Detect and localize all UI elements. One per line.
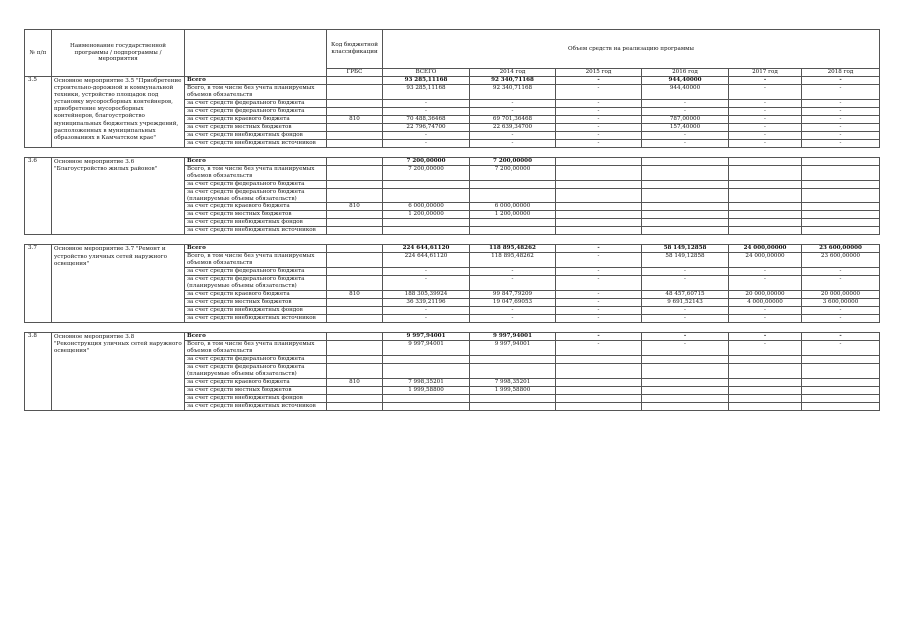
section-gap-cell [25, 147, 880, 157]
value-cell-y2015 [556, 402, 642, 410]
value-cell-y2017: - [729, 341, 802, 356]
value-cell-y2014: 7 200,00000 [470, 165, 556, 180]
funding-source-label: за счет средств краевого бюджета [185, 203, 327, 211]
value-cell-y2018 [802, 203, 880, 211]
funding-source-label: за счет средств внебюджетных источников [185, 402, 327, 410]
section-gap [25, 147, 880, 157]
value-cell-y2017: - [729, 139, 802, 147]
value-cell-y2014 [470, 394, 556, 402]
value-cell-y2015: - [556, 245, 642, 253]
value-cell-y2014: 92 340,71168 [470, 85, 556, 100]
value-cell-y2016: - [642, 99, 729, 107]
value-cell-y2016 [642, 157, 729, 165]
table-row [25, 245, 880, 253]
header-program-volume: Объем средств на реализацию программы [383, 30, 880, 69]
value-cell-y2017 [729, 402, 802, 410]
value-cell-y2017 [729, 211, 802, 219]
grbs-code-cell [327, 99, 383, 107]
value-cell-y2016: 944,40000 [642, 77, 729, 85]
value-cell-y2014: 19 047,69053 [470, 299, 556, 307]
value-cell-y2018: - [802, 123, 880, 131]
value-cell-y2016: - [642, 276, 729, 291]
value-cell-y2016 [642, 402, 729, 410]
value-cell-y2016: - [642, 341, 729, 356]
value-cell-y2015: - [556, 299, 642, 307]
grbs-code-cell [327, 77, 383, 85]
grbs-code-cell [327, 355, 383, 363]
value-cell-y2017: 24 000,00000 [729, 245, 802, 253]
value-cell-total: 93 285,11168 [383, 85, 470, 100]
value-cell-y2014: 9 997,94001 [470, 341, 556, 356]
value-cell-y2018: - [802, 115, 880, 123]
funding-source-label: Всего, в том числе без учета планируемых объемов обязательств [185, 253, 327, 268]
grbs-code-cell [327, 341, 383, 356]
grbs-code-cell [327, 139, 383, 147]
value-cell-y2018 [802, 227, 880, 235]
value-cell-total: - [383, 276, 470, 291]
table-row [25, 333, 880, 341]
funding-source-label: Всего [185, 333, 327, 341]
value-cell-y2018: 23 600,00000 [802, 245, 880, 253]
funding-source-label: за счет средств внебюджетных источников [185, 315, 327, 323]
table-row [25, 157, 880, 165]
value-cell-y2018 [802, 363, 880, 378]
grbs-code-cell [327, 268, 383, 276]
funding-source-label: Всего, в том числе без учета планируемых объемов обязательств [185, 341, 327, 356]
value-cell-y2014: 6 000,00000 [470, 203, 556, 211]
value-cell-y2017: - [729, 333, 802, 341]
value-cell-y2017: - [729, 276, 802, 291]
value-cell-y2016: - [642, 307, 729, 315]
grbs-code-cell [327, 307, 383, 315]
grbs-code-cell [327, 219, 383, 227]
value-cell-y2017: - [729, 77, 802, 85]
value-cell-y2017: - [729, 107, 802, 115]
value-cell-y2014: 1 200,00000 [470, 211, 556, 219]
value-cell-y2015 [556, 378, 642, 386]
value-cell-y2016 [642, 363, 729, 378]
funding-source-label: за счет средств краевого бюджета [185, 115, 327, 123]
value-cell-y2017: - [729, 307, 802, 315]
section-gap-cell [25, 323, 880, 333]
value-cell-y2015: - [556, 307, 642, 315]
value-cell-y2016 [642, 165, 729, 180]
value-cell-y2018 [802, 165, 880, 180]
value-cell-y2017: - [729, 115, 802, 123]
value-cell-y2014 [470, 227, 556, 235]
value-cell-y2017 [729, 203, 802, 211]
value-cell-y2018: - [802, 333, 880, 341]
value-cell-total [383, 402, 470, 410]
value-cell-y2016: 787,00000 [642, 115, 729, 123]
value-cell-y2015: - [556, 85, 642, 100]
value-cell-total [383, 188, 470, 203]
value-cell-y2017 [729, 378, 802, 386]
value-cell-y2017 [729, 165, 802, 180]
value-cell-y2018: - [802, 85, 880, 100]
value-cell-total: 224 644,61120 [383, 253, 470, 268]
grbs-code-cell [327, 165, 383, 180]
value-cell-total: - [383, 107, 470, 115]
value-cell-total [383, 180, 470, 188]
header-name: Наименование государственной программы / подпрограммы / мероприятия [52, 30, 185, 77]
value-cell-y2016 [642, 394, 729, 402]
section-number: 3.6 [25, 157, 52, 235]
funding-table [24, 29, 880, 411]
value-cell-y2014 [470, 188, 556, 203]
grbs-code-cell [327, 299, 383, 307]
grbs-code-cell [327, 253, 383, 268]
value-cell-y2016: 48 457,60715 [642, 291, 729, 299]
value-cell-y2018 [802, 355, 880, 363]
value-cell-y2014: 99 847,79209 [470, 291, 556, 299]
value-cell-y2015: - [556, 139, 642, 147]
funding-source-label: за счет средств местных бюджетов [185, 211, 327, 219]
value-cell-total [383, 355, 470, 363]
grbs-code-cell [327, 180, 383, 188]
value-cell-y2016 [642, 180, 729, 188]
value-cell-y2018: - [802, 77, 880, 85]
value-cell-y2017: - [729, 131, 802, 139]
value-cell-y2018 [802, 386, 880, 394]
value-cell-y2018 [802, 402, 880, 410]
value-cell-y2014: - [470, 315, 556, 323]
value-cell-y2017 [729, 386, 802, 394]
value-cell-y2017 [729, 219, 802, 227]
grbs-code-cell [327, 386, 383, 394]
value-cell-y2018: - [802, 276, 880, 291]
grbs-code-cell [327, 402, 383, 410]
funding-source-label: за счет средств федерального бюджета (планируемые объемы обязательств) [185, 276, 327, 291]
funding-source-label: за счет средств внебюджетных фондов [185, 307, 327, 315]
funding-source-label: за счет средств внебюджетных фондов [185, 131, 327, 139]
value-cell-y2015 [556, 386, 642, 394]
value-cell-total: 224 644,61120 [383, 245, 470, 253]
value-cell-total: 9 997,94001 [383, 333, 470, 341]
value-cell-y2016: 58 149,12858 [642, 245, 729, 253]
value-cell-y2014: 92 340,71168 [470, 77, 556, 85]
value-cell-y2014: - [470, 131, 556, 139]
value-cell-y2014 [470, 219, 556, 227]
value-cell-total: 36 339,21196 [383, 299, 470, 307]
value-cell-y2018: - [802, 99, 880, 107]
header-total: ВСЕГО [383, 69, 470, 77]
value-cell-y2018 [802, 157, 880, 165]
value-cell-y2014 [470, 363, 556, 378]
value-cell-y2016: - [642, 139, 729, 147]
funding-source-label: за счет средств внебюджетных источников [185, 139, 327, 147]
value-cell-y2014: 7 200,00000 [470, 157, 556, 165]
value-cell-y2018: 23 600,00000 [802, 253, 880, 268]
grbs-code-cell [327, 131, 383, 139]
value-cell-y2015: - [556, 107, 642, 115]
value-cell-y2017 [729, 355, 802, 363]
value-cell-y2016 [642, 188, 729, 203]
value-cell-y2014: - [470, 107, 556, 115]
value-cell-y2016: - [642, 315, 729, 323]
section-gap [25, 235, 880, 245]
funding-source-label: за счет средств федерального бюджета [185, 107, 327, 115]
grbs-code-cell [327, 85, 383, 100]
value-cell-y2014 [470, 402, 556, 410]
value-cell-y2016 [642, 355, 729, 363]
funding-source-label: за счет средств местных бюджетов [185, 299, 327, 307]
section-number: 3.8 [25, 333, 52, 411]
value-cell-total: 188 305,39924 [383, 291, 470, 299]
grbs-code-cell [327, 107, 383, 115]
value-cell-total: - [383, 131, 470, 139]
value-cell-y2017: 20 000,00000 [729, 291, 802, 299]
header-number: № п/п [25, 30, 52, 77]
grbs-code-cell [327, 394, 383, 402]
funding-source-label: за счет средств местных бюджетов [185, 123, 327, 131]
value-cell-y2016: 944,40000 [642, 85, 729, 100]
header-2014: 2014 год [470, 69, 556, 77]
value-cell-y2015: - [556, 333, 642, 341]
value-cell-total: 93 285,11168 [383, 77, 470, 85]
funding-source-label: за счет средств федерального бюджета [185, 355, 327, 363]
value-cell-y2018 [802, 211, 880, 219]
value-cell-y2017 [729, 394, 802, 402]
grbs-code-cell [327, 245, 383, 253]
value-cell-y2017 [729, 227, 802, 235]
value-cell-y2016: 9 691,52143 [642, 299, 729, 307]
value-cell-y2015: - [556, 341, 642, 356]
header-source-blank [185, 30, 327, 77]
value-cell-y2018: 3 600,00000 [802, 299, 880, 307]
funding-source-label: за счет средств местных бюджетов [185, 386, 327, 394]
section-name: Основное мероприятие 3.7 "Ремонт и устройство уличных сетей наружного освещения" [52, 245, 185, 323]
value-cell-y2016: 157,40000 [642, 123, 729, 131]
grbs-code-cell: 810 [327, 115, 383, 123]
value-cell-y2015: - [556, 99, 642, 107]
grbs-code-cell [327, 157, 383, 165]
table-body [25, 77, 880, 411]
header-budget-code: Код бюджетной классификации [327, 30, 383, 69]
grbs-code-cell: 810 [327, 378, 383, 386]
funding-source-label: Всего [185, 157, 327, 165]
value-cell-y2016: 58 149,12858 [642, 253, 729, 268]
value-cell-y2015 [556, 165, 642, 180]
value-cell-y2015: - [556, 123, 642, 131]
value-cell-y2018 [802, 394, 880, 402]
value-cell-y2014 [470, 180, 556, 188]
grbs-code-cell: 810 [327, 203, 383, 211]
value-cell-total: 22 796,74700 [383, 123, 470, 131]
header-grbs: ГРБС [327, 69, 383, 77]
value-cell-y2014: 22 639,34700 [470, 123, 556, 131]
value-cell-y2014: 118 895,48262 [470, 253, 556, 268]
value-cell-y2015: - [556, 253, 642, 268]
value-cell-y2016: - [642, 268, 729, 276]
value-cell-y2014: - [470, 139, 556, 147]
value-cell-y2015: - [556, 276, 642, 291]
grbs-code-cell [327, 211, 383, 219]
value-cell-y2018 [802, 378, 880, 386]
value-cell-y2017: 24 000,00000 [729, 253, 802, 268]
funding-source-label: за счет средств федерального бюджета [185, 99, 327, 107]
section-name: Основное мероприятие 3.6 "Благоустройство жилых районов" [52, 157, 185, 235]
grbs-code-cell [327, 276, 383, 291]
value-cell-y2014: 69 701,36468 [470, 115, 556, 123]
grbs-code-cell [327, 315, 383, 323]
funding-source-label: за счет средств внебюджетных фондов [185, 219, 327, 227]
value-cell-total: 9 997,94001 [383, 341, 470, 356]
section-name: Основное мероприятие 3.5 "Приобретение строительно-дорожной и коммунальной техники, устройство площадок под установку мусоросборных контейнеров, приобретение мусоросборных контейнеров, благоустройство муниципальных бюджетных учреждений, расположенных в муниципальных образованиях в Камчатском крае" [52, 77, 185, 148]
funding-source-label: за счет средств федерального бюджета [185, 268, 327, 276]
value-cell-total: 70 488,36468 [383, 115, 470, 123]
value-cell-y2015 [556, 227, 642, 235]
funding-source-label: за счет средств внебюджетных источников [185, 227, 327, 235]
value-cell-total: 7 200,00000 [383, 157, 470, 165]
value-cell-y2016 [642, 211, 729, 219]
value-cell-y2017: - [729, 99, 802, 107]
value-cell-y2015: - [556, 77, 642, 85]
value-cell-y2017: - [729, 123, 802, 131]
funding-source-label: за счет средств краевого бюджета [185, 291, 327, 299]
value-cell-y2017: - [729, 268, 802, 276]
value-cell-y2018: - [802, 307, 880, 315]
value-cell-y2015: - [556, 115, 642, 123]
value-cell-y2014: - [470, 99, 556, 107]
grbs-code-cell [327, 227, 383, 235]
value-cell-y2015 [556, 394, 642, 402]
grbs-code-cell: 810 [327, 291, 383, 299]
value-cell-y2014: - [470, 307, 556, 315]
funding-source-label: Всего, в том числе без учета планируемых объемов обязательств [185, 85, 327, 100]
value-cell-total: - [383, 268, 470, 276]
value-cell-y2018: - [802, 341, 880, 356]
value-cell-y2018: - [802, 131, 880, 139]
value-cell-y2017 [729, 157, 802, 165]
value-cell-y2014: 118 895,48262 [470, 245, 556, 253]
grbs-code-cell [327, 188, 383, 203]
value-cell-y2017: 4 000,00000 [729, 299, 802, 307]
value-cell-y2015: - [556, 268, 642, 276]
funding-source-label: за счет средств федерального бюджета (планируемые объемы обязательств) [185, 188, 327, 203]
section-number: 3.7 [25, 245, 52, 323]
value-cell-y2015 [556, 180, 642, 188]
value-cell-total: - [383, 315, 470, 323]
value-cell-y2016: - [642, 107, 729, 115]
value-cell-total: 1 200,00000 [383, 211, 470, 219]
value-cell-y2014 [470, 355, 556, 363]
funding-source-label: за счет средств федерального бюджета [185, 180, 327, 188]
value-cell-total [383, 394, 470, 402]
value-cell-y2015: - [556, 291, 642, 299]
value-cell-y2016: - [642, 131, 729, 139]
header-2018: 2018 год [802, 69, 880, 77]
value-cell-y2017: - [729, 85, 802, 100]
value-cell-y2015: - [556, 131, 642, 139]
funding-source-label: за счет средств внебюджетных фондов [185, 394, 327, 402]
value-cell-y2018: - [802, 268, 880, 276]
value-cell-total: 6 000,00000 [383, 203, 470, 211]
value-cell-y2014: 7 998,35201 [470, 378, 556, 386]
funding-source-label: Всего [185, 77, 327, 85]
value-cell-y2015: - [556, 315, 642, 323]
value-cell-y2017 [729, 363, 802, 378]
value-cell-total: 7 200,00000 [383, 165, 470, 180]
value-cell-total: - [383, 99, 470, 107]
value-cell-y2014: - [470, 276, 556, 291]
value-cell-y2016: - [642, 333, 729, 341]
section-gap [25, 323, 880, 333]
value-cell-y2018: - [802, 107, 880, 115]
value-cell-y2016 [642, 203, 729, 211]
value-cell-y2015 [556, 188, 642, 203]
funding-source-label: Всего, в том числе без учета планируемых объемов обязательств [185, 165, 327, 180]
value-cell-y2016 [642, 386, 729, 394]
funding-source-label: Всего [185, 245, 327, 253]
value-cell-y2016 [642, 378, 729, 386]
value-cell-y2015 [556, 157, 642, 165]
header-row-main [25, 30, 880, 69]
value-cell-y2018 [802, 219, 880, 227]
value-cell-y2014: 1 999,58800 [470, 386, 556, 394]
grbs-code-cell [327, 363, 383, 378]
grbs-code-cell [327, 333, 383, 341]
value-cell-y2015 [556, 363, 642, 378]
table-row [25, 77, 880, 85]
value-cell-total: - [383, 307, 470, 315]
value-cell-y2017: - [729, 315, 802, 323]
value-cell-total [383, 219, 470, 227]
grbs-code-cell [327, 123, 383, 131]
value-cell-total [383, 227, 470, 235]
funding-source-label: за счет средств федерального бюджета (планируемые объемы обязательств) [185, 363, 327, 378]
value-cell-y2018: - [802, 139, 880, 147]
value-cell-y2014: - [470, 268, 556, 276]
section-gap-cell [25, 235, 880, 245]
header-2017: 2017 год [729, 69, 802, 77]
value-cell-total: 1 999,58800 [383, 386, 470, 394]
value-cell-y2018: - [802, 315, 880, 323]
funding-source-label: за счет средств краевого бюджета [185, 378, 327, 386]
value-cell-y2016 [642, 219, 729, 227]
value-cell-y2015 [556, 211, 642, 219]
value-cell-total [383, 363, 470, 378]
value-cell-y2015 [556, 203, 642, 211]
value-cell-y2016 [642, 227, 729, 235]
value-cell-total: 7 998,35201 [383, 378, 470, 386]
header-2016: 2016 год [642, 69, 729, 77]
value-cell-y2018: 20 000,00000 [802, 291, 880, 299]
value-cell-y2014: 9 997,94001 [470, 333, 556, 341]
value-cell-y2015 [556, 355, 642, 363]
value-cell-y2018 [802, 188, 880, 203]
value-cell-y2018 [802, 180, 880, 188]
value-cell-y2017 [729, 188, 802, 203]
section-number: 3.5 [25, 77, 52, 148]
value-cell-y2015 [556, 219, 642, 227]
value-cell-total: - [383, 139, 470, 147]
section-name: Основное мероприятие 3.8 "Реконструкция уличных сетей наружного освещения" [52, 333, 185, 411]
value-cell-y2017 [729, 180, 802, 188]
program-funding-document [24, 29, 879, 411]
header-2015: 2015 год [556, 69, 642, 77]
